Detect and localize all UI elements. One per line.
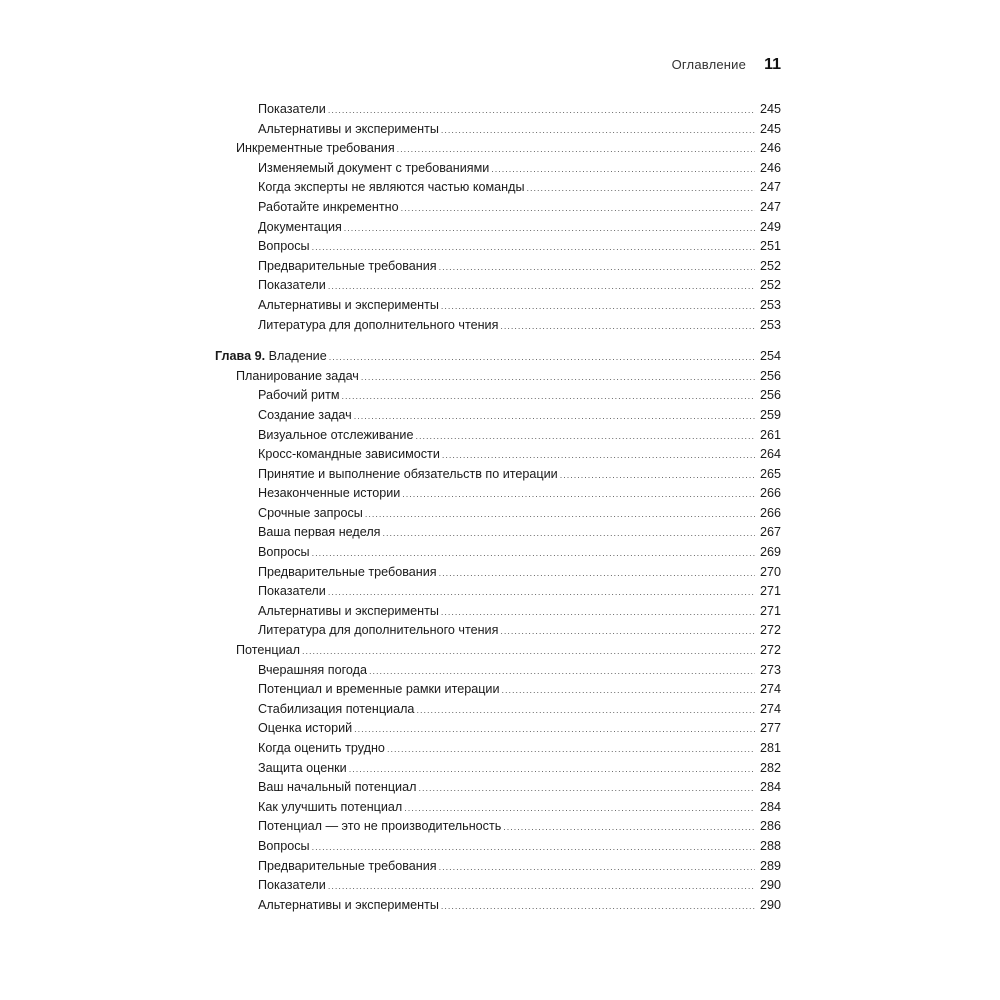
toc-entry-label bbox=[258, 386, 340, 406]
toc-entry[interactable] bbox=[215, 621, 781, 641]
toc-entry-page: 266 bbox=[759, 505, 781, 520]
toc-entry-label bbox=[258, 896, 439, 916]
dot-leader bbox=[342, 387, 755, 407]
toc-entry-page: 247 bbox=[759, 199, 781, 214]
toc-entry-label bbox=[258, 426, 413, 446]
toc-entry-label bbox=[258, 159, 489, 179]
toc-entry-label bbox=[258, 778, 416, 798]
toc-entry[interactable] bbox=[215, 406, 781, 426]
toc-entry-title: Кросс-командные зависимости bbox=[258, 447, 440, 462]
toc-entry-page: 251 bbox=[759, 239, 781, 254]
toc-entry-title: Оценка историй bbox=[258, 721, 353, 736]
dot-leader bbox=[329, 348, 755, 368]
toc-entry-title: Показатели bbox=[258, 102, 326, 116]
toc-entry[interactable] bbox=[215, 367, 781, 387]
toc-entry[interactable] bbox=[215, 778, 781, 798]
dot-leader bbox=[404, 799, 755, 819]
toc-entry-title: Альтернативы и эксперименты bbox=[258, 121, 439, 136]
toc-entry-page: 265 bbox=[759, 466, 781, 481]
toc-entry-page: 290 bbox=[759, 897, 781, 912]
dot-leader bbox=[527, 179, 755, 199]
toc-entry[interactable] bbox=[215, 484, 781, 504]
toc-entry-title: Визуальное отслеживание bbox=[258, 427, 414, 442]
toc-entry[interactable] bbox=[215, 641, 781, 661]
toc-entry-title: Литература для дополнительного чтения bbox=[258, 317, 499, 332]
toc-entry-page: 246 bbox=[759, 160, 781, 175]
toc-entry-title: Принятие и выполнение обязательств по итерации bbox=[258, 466, 558, 481]
chapter-number: Глава 9. bbox=[215, 349, 266, 364]
toc-entry-title: Когда эксперты не являются частью команды bbox=[258, 180, 525, 195]
toc-entry-page: 256 bbox=[759, 388, 781, 403]
toc-entry-label bbox=[258, 543, 310, 563]
toc-entry[interactable] bbox=[215, 178, 781, 198]
toc-entry-page: 261 bbox=[759, 427, 781, 442]
toc-entry-title: Альтернативы и эксперименты bbox=[258, 297, 439, 312]
toc-entry-page: 284 bbox=[759, 780, 781, 795]
toc-entry-label bbox=[258, 739, 385, 759]
dot-leader bbox=[416, 701, 755, 721]
dot-leader bbox=[491, 160, 755, 180]
dot-leader bbox=[354, 720, 755, 740]
toc-entry-title: Вопросы bbox=[258, 545, 310, 560]
toc-entry-page: 282 bbox=[759, 760, 781, 775]
toc-entry[interactable] bbox=[215, 680, 781, 700]
toc-entry-title: Когда оценить трудно bbox=[258, 741, 385, 755]
toc-entry-label bbox=[258, 465, 558, 485]
toc-entry-page: 290 bbox=[759, 878, 781, 893]
toc-entry-page: 247 bbox=[759, 180, 781, 195]
toc-entry-label bbox=[258, 178, 525, 198]
dot-leader bbox=[418, 779, 755, 799]
toc-entry-label bbox=[258, 837, 310, 857]
toc-entry[interactable] bbox=[215, 602, 781, 622]
dot-leader bbox=[560, 466, 755, 486]
dot-leader bbox=[442, 446, 755, 466]
table-of-contents bbox=[215, 100, 781, 915]
toc-entry-title: Потенциал — это не производительность bbox=[258, 819, 502, 834]
dot-leader bbox=[500, 317, 755, 337]
toc-entry[interactable] bbox=[215, 237, 781, 257]
toc-entry-title: Планирование задач bbox=[236, 368, 359, 383]
toc-entry-title: Предварительные требования bbox=[258, 564, 437, 579]
toc-entry-page: 272 bbox=[759, 623, 781, 638]
toc-entry-title: Инкрементные требования bbox=[236, 141, 395, 156]
toc-entry[interactable] bbox=[215, 276, 781, 296]
toc-entry[interactable] bbox=[215, 661, 781, 681]
toc-entry-label bbox=[258, 100, 326, 120]
toc-entry-page: 245 bbox=[759, 102, 781, 116]
toc-entry-title: Незаконченные истории bbox=[258, 486, 401, 501]
toc-entry[interactable] bbox=[215, 700, 781, 720]
toc-entry-title: Документация bbox=[258, 219, 342, 234]
toc-entry-label bbox=[258, 523, 381, 543]
toc-entry-label bbox=[258, 857, 437, 877]
dot-leader bbox=[402, 485, 755, 505]
toc-entry[interactable] bbox=[215, 198, 781, 218]
toc-entry[interactable] bbox=[215, 543, 781, 563]
toc-entry-title: Вопросы bbox=[258, 239, 310, 254]
toc-entry[interactable] bbox=[215, 739, 781, 759]
toc-entry[interactable] bbox=[215, 817, 781, 837]
toc-entry-title: Защита оценки bbox=[258, 760, 347, 775]
dot-leader bbox=[439, 564, 755, 584]
toc-entry-page: 259 bbox=[759, 407, 781, 422]
dot-leader bbox=[441, 897, 755, 917]
dot-leader bbox=[397, 140, 755, 160]
toc-entry-label bbox=[258, 602, 439, 622]
toc-entry-title: Литература для дополнительного чтения bbox=[258, 623, 499, 638]
toc-entry-title: Показатели bbox=[258, 878, 326, 893]
running-head bbox=[215, 56, 781, 76]
toc-entry-page: 269 bbox=[759, 545, 781, 560]
dot-leader bbox=[365, 505, 755, 525]
dot-leader bbox=[328, 101, 755, 121]
toc-entry-label bbox=[258, 504, 363, 524]
toc-entry-label bbox=[258, 759, 347, 779]
toc-entry-page: 286 bbox=[759, 819, 781, 834]
toc-entry-title: Создание задач bbox=[258, 407, 352, 422]
toc-entry[interactable] bbox=[215, 296, 781, 316]
toc-entry-page: 267 bbox=[759, 525, 781, 540]
toc-entry-page: 271 bbox=[759, 584, 781, 599]
toc-entry-label bbox=[258, 700, 414, 720]
dot-leader bbox=[312, 544, 755, 564]
toc-entry-title: Ваш начальный потенциал bbox=[258, 780, 417, 795]
toc-entry-label bbox=[258, 218, 342, 238]
dot-leader bbox=[354, 407, 755, 427]
toc-entry[interactable] bbox=[215, 120, 781, 140]
toc-entry[interactable] bbox=[215, 445, 781, 465]
toc-entry-label bbox=[258, 817, 501, 837]
toc-entry-label bbox=[236, 641, 300, 661]
toc-entry-title: Альтернативы и эксперименты bbox=[258, 897, 439, 912]
toc-entry-label bbox=[258, 563, 437, 583]
toc-entry-label bbox=[215, 347, 327, 367]
dot-leader bbox=[361, 368, 755, 388]
toc-entry[interactable] bbox=[215, 798, 781, 818]
dot-leader bbox=[328, 277, 755, 297]
toc-entry-title: Потенциал и временные рамки итерации bbox=[258, 682, 500, 697]
toc-entry[interactable] bbox=[215, 523, 781, 543]
toc-entry[interactable] bbox=[215, 465, 781, 485]
toc-entry-page: 277 bbox=[759, 721, 781, 736]
toc-entry-label bbox=[258, 680, 500, 700]
toc-entry-title: Срочные запросы bbox=[258, 505, 363, 520]
toc-entry-page: 271 bbox=[759, 603, 781, 618]
toc-entry-title: Потенциал bbox=[236, 643, 300, 658]
dot-leader bbox=[415, 427, 755, 447]
toc-entry-label bbox=[258, 661, 367, 681]
toc-entry-label bbox=[258, 120, 439, 140]
toc-entry-page: 252 bbox=[759, 258, 781, 273]
toc-entry[interactable] bbox=[215, 719, 781, 739]
dot-leader bbox=[439, 858, 755, 878]
toc-entry-page: 256 bbox=[759, 368, 781, 383]
dot-leader bbox=[441, 297, 755, 317]
page-number: 11 bbox=[764, 56, 781, 73]
dot-leader bbox=[500, 622, 755, 642]
toc-entry-page: 273 bbox=[759, 662, 781, 677]
dot-leader bbox=[441, 603, 755, 623]
toc-entry-label bbox=[258, 406, 352, 426]
toc-entry-label bbox=[258, 316, 498, 336]
toc-entry-label bbox=[236, 367, 359, 387]
toc-entry[interactable] bbox=[215, 759, 781, 779]
dot-leader bbox=[441, 121, 755, 141]
toc-entry-page: 245 bbox=[759, 121, 781, 136]
dot-leader bbox=[328, 877, 755, 897]
toc-entry-title: Стабилизация потенциала bbox=[258, 701, 415, 716]
dot-leader bbox=[369, 662, 755, 682]
toc-entry-title: Ваша первая неделя bbox=[258, 525, 381, 540]
toc-entry-label bbox=[258, 445, 440, 465]
running-title: Оглавление bbox=[671, 57, 747, 72]
toc-entry-title: Изменяемый документ с требованиями bbox=[258, 160, 490, 175]
toc-entry-label bbox=[258, 798, 402, 818]
toc-entry[interactable] bbox=[215, 218, 781, 238]
toc-entry[interactable] bbox=[215, 426, 781, 446]
toc-entry[interactable] bbox=[215, 386, 781, 406]
toc-entry-title: Показатели bbox=[258, 584, 326, 599]
toc-entry[interactable] bbox=[215, 896, 781, 916]
toc-entry-label bbox=[258, 484, 400, 504]
toc-entry-label bbox=[258, 237, 310, 257]
toc-entry-title: Работайте инкрементно bbox=[258, 199, 399, 214]
toc-entry-page: 274 bbox=[759, 682, 781, 697]
dot-leader bbox=[439, 258, 755, 278]
toc-entry-page: 281 bbox=[759, 741, 781, 755]
toc-entry[interactable] bbox=[215, 563, 781, 583]
toc-entry-page: 252 bbox=[759, 278, 781, 293]
toc-entry-title: Предварительные требования bbox=[258, 858, 437, 873]
toc-entry-label bbox=[258, 296, 439, 316]
toc-entry[interactable] bbox=[215, 257, 781, 277]
toc-entry-page: 266 bbox=[759, 486, 781, 501]
toc-entry-title: Как улучшить потенциал bbox=[258, 799, 403, 814]
toc-entry-title: Предварительные требования bbox=[258, 258, 437, 273]
toc-entry[interactable] bbox=[215, 139, 781, 159]
toc-entry-label bbox=[258, 582, 326, 602]
toc-entry[interactable] bbox=[215, 100, 781, 120]
toc-entry-title: Показатели bbox=[258, 278, 326, 293]
toc-entry-label bbox=[236, 139, 395, 159]
toc-entry-title: Рабочий ритм bbox=[258, 388, 340, 403]
toc-entry-page: 264 bbox=[759, 447, 781, 462]
toc-entry[interactable] bbox=[215, 857, 781, 877]
toc-entry[interactable] bbox=[215, 316, 781, 336]
toc-entry-page: 289 bbox=[759, 858, 781, 873]
toc-entry-title: Вчерашняя погода bbox=[258, 662, 367, 677]
toc-entry[interactable] bbox=[215, 159, 781, 179]
dot-leader bbox=[349, 760, 755, 780]
dot-leader bbox=[387, 740, 755, 760]
toc-entry[interactable] bbox=[215, 504, 781, 524]
toc-entry[interactable] bbox=[215, 876, 781, 896]
dot-leader bbox=[302, 642, 755, 662]
toc-entry-title: Владение bbox=[265, 349, 327, 364]
dot-leader bbox=[383, 524, 756, 544]
dot-leader bbox=[401, 199, 755, 219]
toc-entry-page: 253 bbox=[759, 297, 781, 312]
toc-entry-label bbox=[258, 257, 437, 277]
toc-entry-page: 274 bbox=[759, 701, 781, 716]
toc-entry-label bbox=[258, 719, 352, 739]
dot-leader bbox=[502, 681, 756, 701]
toc-entry-page: 288 bbox=[759, 838, 781, 853]
toc-entry-page: 253 bbox=[759, 317, 781, 332]
dot-leader bbox=[312, 838, 755, 858]
toc-chapter-entry[interactable] bbox=[215, 347, 781, 367]
dot-leader bbox=[503, 818, 755, 838]
dot-leader bbox=[344, 219, 755, 239]
toc-entry-page: 272 bbox=[759, 643, 781, 658]
toc-entry-label bbox=[258, 198, 399, 218]
dot-leader bbox=[312, 238, 755, 258]
toc-entry-page: 246 bbox=[759, 141, 781, 156]
toc-entry-page: 284 bbox=[759, 799, 781, 814]
toc-entry-title: Вопросы bbox=[258, 838, 310, 853]
toc-entry-page: 249 bbox=[759, 219, 781, 234]
toc-entry[interactable] bbox=[215, 837, 781, 857]
toc-entry-label bbox=[258, 276, 326, 296]
toc-entry-page: 270 bbox=[759, 564, 781, 579]
dot-leader bbox=[328, 583, 755, 603]
toc-entry[interactable] bbox=[215, 582, 781, 602]
toc-entry-label bbox=[258, 876, 326, 896]
toc-entry-label bbox=[258, 621, 498, 641]
toc-entry-title: Альтернативы и эксперименты bbox=[258, 603, 439, 618]
toc-entry-page: 254 bbox=[759, 349, 781, 364]
